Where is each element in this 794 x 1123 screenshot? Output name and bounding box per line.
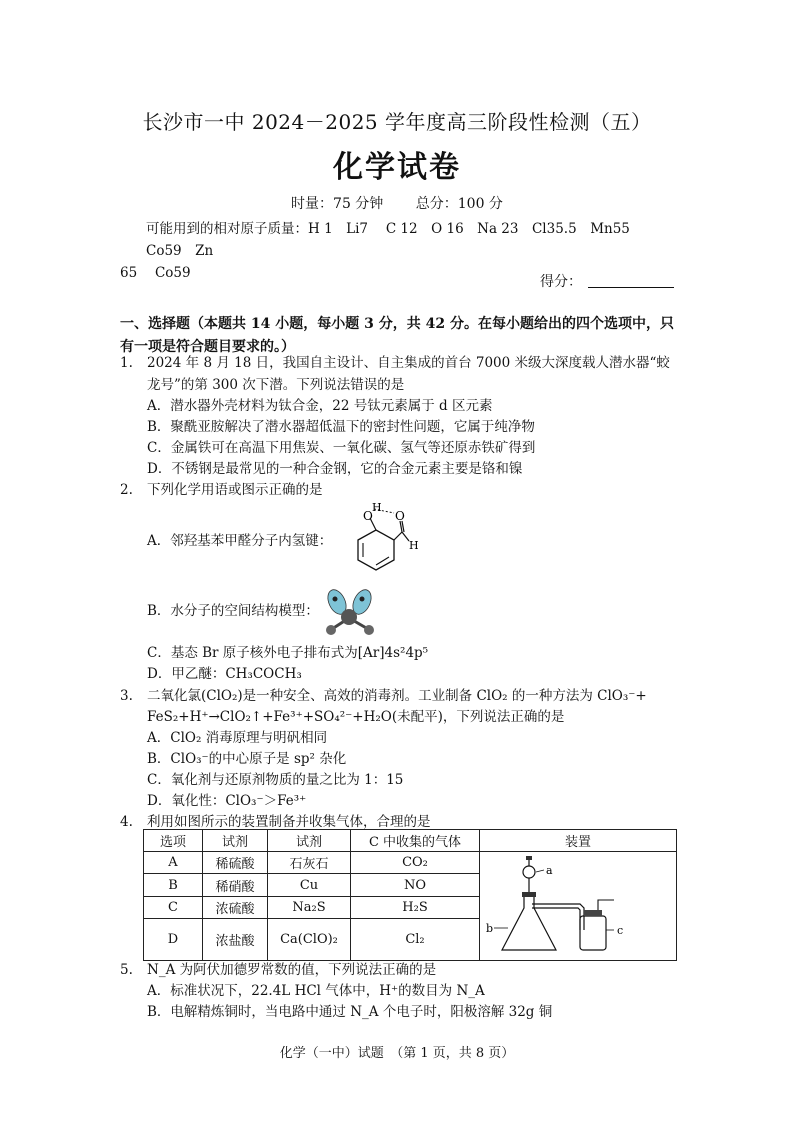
question-5	[120, 960, 680, 982]
question-stem: 利用如图所示的装置制备并收集气体，合理的是	[147, 814, 431, 830]
q2-option-a: A．邻羟基苯甲醛分子内氢键：	[147, 533, 333, 549]
atomic-masses-line2: 65 Co59	[120, 265, 191, 281]
header-gas: C 中收集的气体	[351, 830, 480, 852]
table-row	[144, 852, 677, 874]
question-stem-line2: FeS₂+H⁺→ClO₂↑+Fe³⁺+SO₄²⁻+H₂O(未配平)，下列说法正确的是	[147, 709, 565, 725]
row-reagent-2: 石灰石	[268, 852, 351, 874]
q1-option-c: C．金属铁可在高温下用焦炭、一氧化碳、氢气等还原赤铁矿得到	[147, 440, 536, 456]
total-score: 总分：100 分	[415, 196, 503, 212]
label-c: c	[617, 924, 624, 937]
q3-option-c: C．氧化剂与还原剂物质的量之比为 1：15	[147, 772, 404, 788]
apparatus-cell	[480, 852, 677, 961]
row-gas: Cl₂	[351, 919, 480, 961]
question-3-cont	[120, 707, 680, 729]
subject-title: 化学试卷	[333, 150, 461, 185]
struct-oxygen-hydroxyl: O	[363, 509, 373, 523]
row-reagent-1: 稀硫酸	[203, 852, 268, 874]
q2-option-b: B．水分子的空间结构模型：	[147, 603, 319, 619]
question-stem: 下列化学用语或图示正确的是	[147, 482, 323, 498]
row-option: C	[144, 896, 203, 918]
label-b: b	[486, 922, 494, 935]
salicylaldehyde-structure	[330, 500, 420, 575]
question-1	[120, 353, 680, 396]
q3-option-d: D．氧化性：ClO₃⁻＞Fe³⁺	[147, 793, 307, 809]
row-reagent-2: Cu	[268, 874, 351, 896]
question-stem: 2024 年 8 月 18 日，我国自主设计、自主集成的首台 7000 米级大深度载人潜水器“蛟龙号”的第 300 次下潜。下列说法错误的是	[147, 355, 670, 393]
question-number: 1.	[120, 355, 133, 371]
q5-option-a: A．标准状况下，22.4L HCl 气体中，H⁺的数目为 N_A	[147, 983, 485, 999]
reagent-table	[143, 829, 677, 961]
page-footer: 化学（一中）试题 （第 1 页，共 8 页）	[279, 1046, 515, 1061]
question-number: 5.	[120, 962, 133, 978]
exam-meta	[0, 193, 794, 213]
header-reagent-2: 试剂	[268, 830, 351, 852]
struct-oxygen-aldehyde: O	[395, 509, 405, 523]
question-3	[120, 686, 680, 708]
question-stem-line1: 二氧化氯(ClO₂)是一种安全、高效的消毒剂。工业制备 ClO₂ 的一种方法为 ClO₃⁻+	[147, 688, 647, 704]
q2-option-c: C．基态 Br 原子核外电子排布式为[Ar]4s²4p⁵	[147, 645, 429, 661]
question-number: 3.	[120, 688, 133, 704]
score-field	[540, 271, 674, 291]
header-reagent-1: 试剂	[203, 830, 268, 852]
exam-title: 长沙市一中 2024－2025 学年度高三阶段性检测（五）	[142, 110, 652, 134]
label-a: a	[546, 864, 553, 877]
header-option: 选项	[144, 830, 203, 852]
q3-option-a: A．ClO₂ 消毒原理与明矾相同	[147, 730, 328, 746]
row-gas: NO	[351, 874, 480, 896]
table-header-row	[144, 830, 677, 852]
struct-hydrogen-bond-h: H	[372, 501, 382, 514]
row-reagent-1: 浓硫酸	[203, 896, 268, 918]
row-option: A	[144, 852, 203, 874]
q1-option-b: B．聚酰亚胺解决了潜水器超低温下的密封性问题，它属于纯净物	[147, 419, 535, 435]
q1-option-a: A．潜水器外壳材料为钛合金，22 号钛元素属于 d 区元素	[147, 398, 493, 414]
row-reagent-2: Ca(ClO)₂	[268, 919, 351, 961]
q2-option-d: D．甲乙醚：CH₃COCH₃	[147, 666, 302, 682]
row-gas: H₂S	[351, 896, 480, 918]
row-reagent-1: 稀硝酸	[203, 874, 268, 896]
question-number: 2.	[120, 482, 133, 498]
q1-option-d: D．不锈钢是最常见的一种合金钢，它的合金元素主要是铬和镍	[147, 461, 523, 477]
score-blank[interactable]	[588, 287, 674, 288]
row-option: D	[144, 919, 203, 961]
q3-option-b: B．ClO₃⁻的中心原子是 sp² 杂化	[147, 751, 347, 767]
header-apparatus: 装置	[480, 830, 677, 852]
score-label: 得分：	[540, 274, 582, 290]
atomic-masses-line1: 可能用到的相对原子质量：H 1 Li7 C 12 O 16 Na 23 Cl35.5 Mn55 Co59 Zn	[146, 221, 644, 259]
water-molecule-model	[318, 585, 388, 640]
question-number: 4.	[120, 814, 133, 830]
row-option: B	[144, 874, 203, 896]
q5-option-b: B．电解精炼铜时，当电路中通过 N_A 个电子时，阳极溶解 32g 铜	[147, 1004, 553, 1020]
row-reagent-2: Na₂S	[268, 896, 351, 918]
question-stem: N_A 为阿伏加德罗常数的值，下列说法正确的是	[147, 962, 437, 978]
row-reagent-1: 浓盐酸	[203, 919, 268, 961]
time-limit: 时量：75 分钟	[291, 196, 384, 212]
struct-hydrogen-aldehyde: H	[409, 539, 419, 552]
row-gas: CO₂	[351, 852, 480, 874]
question-2	[120, 480, 680, 502]
section-title: 一、选择题（本题共 14 小题，每小题 3 分，共 42 分。在每小题给出的四个选项中，只有一项是符合题目要求的。）	[120, 316, 674, 355]
apparatus-diagram	[480, 852, 676, 960]
